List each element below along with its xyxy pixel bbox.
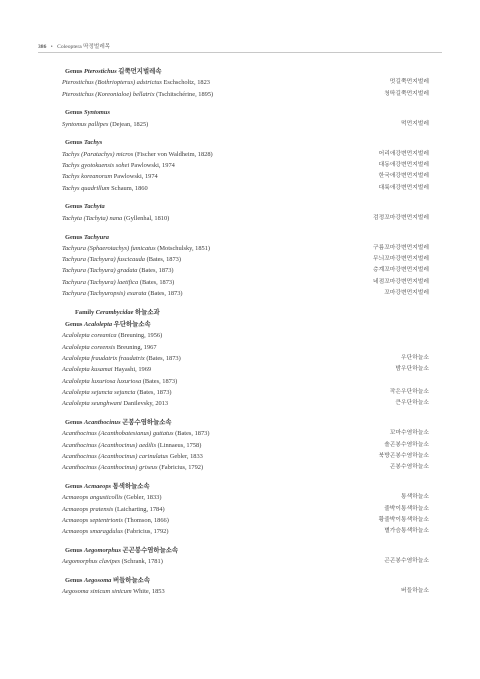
species-citation	[62, 526, 169, 537]
rank-label: Family	[75, 308, 96, 316]
species-entry	[62, 556, 429, 567]
species-authority: (Bates, 1873)	[138, 278, 175, 286]
species-citation	[62, 556, 163, 567]
rank-label: Genus	[65, 68, 85, 75]
species-name: Tachyura (Tachyuropsis) exarata	[62, 290, 147, 298]
genus-heading	[62, 201, 429, 212]
species-citation	[62, 451, 203, 462]
korean-name: 버들하늘소속	[111, 577, 150, 585]
korean-common-name: 청딱길쭉먼지벌레	[384, 90, 429, 97]
running-header	[38, 42, 110, 50]
korean-common-name: 밤우단하늘소	[395, 366, 429, 373]
species-entry	[62, 119, 429, 130]
species-name: Syntomus pallipes	[62, 120, 109, 128]
species-authority: White, 1853	[131, 588, 165, 596]
korean-name: 곤곤봉수염하늘소속	[120, 546, 179, 554]
species-authority: Pawlowski, 1974	[129, 162, 175, 170]
species-entry	[62, 462, 429, 473]
species-entry	[62, 149, 429, 160]
taxon-section	[62, 481, 429, 537]
species-entry	[62, 288, 429, 299]
rank-label: Genus	[65, 321, 85, 329]
taxon-section	[62, 66, 429, 100]
species-citation	[62, 243, 210, 254]
family-heading	[62, 307, 429, 318]
species-citation	[62, 428, 210, 439]
rank-label: Genus	[65, 577, 85, 585]
species-entry	[62, 213, 429, 224]
species-entry	[62, 586, 429, 597]
species-name: Pterostichus (Bothriopterus) adstrictus	[62, 79, 162, 87]
species-entry	[62, 342, 429, 353]
species-name: Acanthocinus (Acanthocinus) carinulatus	[62, 452, 169, 460]
species-name: Tachyura (Sphaerotachys) fumicatus	[62, 244, 156, 252]
species-citation	[62, 398, 168, 409]
species-authority: (Linnaeus, 1758)	[156, 441, 202, 449]
rank-label: Genus	[65, 109, 85, 117]
species-name: Acmaeops pratensis	[62, 505, 114, 513]
species-authority: Schaum, 1860	[109, 184, 148, 192]
korean-common-name: 어리애강변먼지벌레	[378, 150, 429, 157]
korean-common-name: 대동애강변먼지벌레	[378, 162, 429, 169]
taxon-name: Aegomorphus	[84, 546, 121, 554]
species-entry	[62, 440, 429, 451]
taxon-name: Aegosoma	[84, 577, 112, 585]
species-name: Acanthocinus (Acanthocinus) aedilis	[62, 441, 157, 449]
korean-common-name: 버들하늘소	[401, 588, 429, 595]
species-name: Acalolepta coreanica	[62, 332, 117, 340]
species-name: Acmaeops septentrionis	[62, 516, 123, 524]
species-authority: (Bates, 1873)	[146, 290, 183, 298]
species-citation	[62, 387, 172, 398]
page-number: 386	[38, 44, 47, 50]
running-title: Coleoptera 딱정벌레목	[57, 44, 111, 50]
species-citation	[62, 77, 210, 88]
species-entry	[62, 265, 429, 276]
species-citation	[62, 330, 162, 341]
korean-common-name: 작은우단하늘소	[389, 388, 429, 395]
korean-common-name: 통색하늘소	[401, 494, 429, 501]
korean-name: 우단하늘소속	[112, 321, 151, 329]
korean-common-name: 줄박이통색하늘소	[384, 505, 429, 512]
species-citation	[62, 492, 162, 503]
species-citation	[62, 504, 165, 515]
korean-name: 통색하늘소속	[111, 483, 150, 490]
genus-heading	[62, 232, 429, 243]
species-entry	[62, 387, 429, 398]
species-entry	[62, 254, 429, 265]
species-citation	[62, 213, 169, 224]
taxon-name: Pterostichus	[84, 68, 117, 75]
species-authority: (Tschitschérine, 1895)	[154, 90, 214, 98]
species-citation	[62, 254, 181, 265]
korean-common-name: 큰우단하늘소	[395, 400, 429, 407]
species-authority: (Bates, 1873)	[141, 377, 178, 385]
korean-common-name: 대륙애강변먼지벌레	[378, 184, 429, 191]
genus-heading	[62, 545, 429, 556]
taxon-section	[62, 417, 429, 473]
taxon-section	[62, 201, 429, 224]
species-entry	[62, 89, 429, 100]
species-citation	[62, 265, 174, 276]
species-citation	[62, 160, 175, 171]
taxon-name: Tachys	[84, 139, 103, 147]
species-authority: (Fischer von Waldheim, 1828)	[133, 150, 213, 158]
species-authority: (Schrank, 1781)	[120, 558, 163, 566]
species-name: Acalolepta luxuriosa luxuriosa	[62, 377, 142, 385]
korean-common-name: 솔곤봉수염하늘소	[384, 441, 429, 448]
species-authority: Pawlowski, 1974	[112, 173, 158, 181]
taxon-section	[62, 232, 429, 300]
species-authority: (Bates, 1873)	[173, 430, 210, 438]
genus-heading	[62, 137, 429, 148]
taxon-name: Acalolepta	[84, 321, 113, 329]
rank-label: Genus	[65, 546, 85, 554]
species-entry	[62, 398, 429, 409]
species-entry	[62, 160, 429, 171]
species-name: Acalolepta coreensis	[62, 343, 116, 351]
species-authority: (Gyllenhal, 1810)	[122, 214, 170, 222]
species-authority: (Dejean, 1825)	[108, 120, 149, 128]
taxon-name: Tachyura	[84, 233, 109, 241]
species-citation	[62, 89, 213, 100]
species-entry	[62, 492, 429, 503]
species-authority: (Bates, 1873)	[144, 256, 181, 264]
taxon-section	[62, 107, 429, 130]
taxon-section	[62, 307, 429, 410]
genus-heading	[62, 481, 429, 492]
species-name: Acanthocinus (Acanthobatesianus) guttatus	[62, 430, 174, 438]
korean-name: 길쭉먼지벌레속	[116, 68, 162, 75]
genus-heading	[62, 319, 429, 330]
species-name: Acmaeops angusticollis	[62, 494, 123, 502]
species-authority: Breuning, 1967	[115, 343, 157, 351]
species-authority: (Bates, 1873)	[135, 388, 172, 396]
species-citation	[62, 353, 181, 364]
species-name: Pterostichus (Koreonialoe) bellatrix	[62, 90, 155, 98]
species-authority: (Laicharting, 1784)	[113, 505, 165, 513]
species-entry	[62, 515, 429, 526]
genus-heading	[62, 575, 429, 586]
species-name: Tachyura (Tachyura) fuscicauda	[62, 256, 145, 264]
species-entry	[62, 364, 429, 375]
species-citation	[62, 149, 213, 160]
species-authority: (Bates, 1873)	[137, 267, 174, 275]
species-entry	[62, 183, 429, 194]
korean-common-name: 황줄박이통색하늘소	[378, 516, 429, 523]
species-entry	[62, 376, 429, 387]
species-authority: (Thomson, 1866)	[122, 516, 169, 524]
korean-common-name: 곤봉수염하늘소	[389, 464, 429, 471]
species-name: Acmaeops smaragdulus	[62, 528, 123, 536]
genus-heading	[62, 66, 429, 77]
species-name: Acalolepta fraudatrix fraudatrix	[62, 355, 145, 363]
species-citation	[62, 515, 169, 526]
species-citation	[62, 119, 148, 130]
species-name: Tachyta (Tachyta) nana	[62, 214, 123, 222]
species-entry	[62, 277, 429, 288]
korean-name: 곤봉수염하늘소속	[120, 419, 172, 427]
species-name: Tachys (Paratachys) micros	[62, 150, 134, 158]
taxon-name: Syntomus	[84, 109, 110, 117]
korean-common-name: 꼬마강변먼지벌레	[384, 290, 429, 297]
korean-common-name: 먹먼지벌레	[401, 120, 429, 127]
species-entry	[62, 504, 429, 515]
header-separator: •	[50, 44, 53, 50]
species-citation	[62, 288, 183, 299]
species-entry	[62, 77, 429, 88]
korean-common-name: 층계꼬마강변먼지벌레	[373, 267, 429, 274]
species-citation	[62, 462, 203, 473]
species-entry	[62, 451, 429, 462]
korean-common-name: 곤곤봉수염하늘소	[384, 558, 429, 565]
species-citation	[62, 183, 148, 194]
species-name: Tachys koreanorum	[62, 173, 113, 181]
taxon-name: Acanthocinus	[84, 419, 121, 427]
species-citation	[62, 342, 157, 353]
species-authority: (Bates, 1873)	[144, 355, 181, 363]
taxon-section	[62, 575, 429, 598]
species-name: Aegomorphus clavipes	[62, 558, 121, 566]
species-entry	[62, 171, 429, 182]
species-name: Tachyura (Tachyura) gradata	[62, 267, 138, 275]
species-citation	[62, 440, 201, 451]
korean-common-name: 구름꼬마강변먼지벌레	[373, 244, 429, 251]
species-authority: Danilevsky, 2013	[121, 400, 169, 408]
korean-common-name: 검정꼬마강변먼지벌레	[373, 214, 429, 221]
species-name: Acalolepta kusamai	[62, 366, 113, 374]
korean-common-name: 무늬꼬마강변먼지벌레	[373, 256, 429, 263]
species-name: Tachys gyotokuensis sohei	[62, 162, 130, 170]
species-entry	[62, 428, 429, 439]
species-authority: (Motschulsky, 1851)	[155, 244, 211, 252]
species-authority: (Breuning, 1956)	[116, 332, 163, 340]
genus-heading	[62, 107, 429, 118]
taxon-name: Tachyta	[84, 203, 105, 211]
species-citation	[62, 376, 177, 387]
species-authority: Eschscholtz, 1823	[161, 79, 210, 87]
checklist-body	[62, 66, 429, 605]
taxon-name: Acmaeops	[84, 483, 111, 490]
species-name: Acanthocinus (Acanthocinus) griseus	[62, 464, 158, 472]
species-authority: (Fabricius, 1792)	[122, 528, 169, 536]
taxon-section	[62, 137, 429, 193]
korean-name: 하늘소과	[133, 308, 160, 316]
species-name: Tachys quadrillum	[62, 184, 110, 192]
rank-label: Genus	[65, 139, 85, 147]
korean-common-name: 북방곤봉수염하늘소	[378, 452, 429, 459]
species-authority: Gebler, 1833	[168, 452, 203, 460]
rank-label: Genus	[65, 203, 85, 211]
species-name: Acalolepta sejuncta sejuncta	[62, 388, 136, 396]
species-citation	[62, 586, 165, 597]
species-authority: Hayashi, 1969	[112, 366, 152, 374]
rank-label: Genus	[65, 233, 85, 241]
header-rule	[38, 52, 442, 53]
taxon-section	[62, 545, 429, 568]
species-name: Aegosoma sinicum sinicum	[62, 588, 132, 596]
species-citation	[62, 171, 158, 182]
genus-heading	[62, 417, 429, 428]
species-citation	[62, 277, 174, 288]
species-authority: (Fabricius, 1792)	[157, 464, 204, 472]
species-entry	[62, 243, 429, 254]
korean-common-name: 별가슴통색하늘소	[384, 528, 429, 535]
species-name: Tachyura (Tachyura) laetifica	[62, 278, 139, 286]
korean-common-name: 멋길쭉먼지벌레	[389, 79, 429, 86]
korean-common-name: 우단하늘소	[401, 355, 429, 362]
korean-common-name: 꼬마수염하늘소	[389, 430, 429, 437]
species-citation	[62, 364, 151, 375]
species-entry	[62, 353, 429, 364]
species-name: Acalolepta seunghwani	[62, 400, 122, 408]
species-entry	[62, 330, 429, 341]
species-authority: (Gebler, 1833)	[122, 494, 162, 502]
korean-common-name: 네점꼬마강변먼지벌레	[373, 278, 429, 285]
taxon-name: Cerambycidae	[95, 308, 134, 316]
rank-label: Genus	[65, 419, 85, 427]
rank-label: Genus	[65, 483, 85, 490]
species-entry	[62, 526, 429, 537]
korean-common-name: 한국애강변먼지벌레	[378, 173, 429, 180]
